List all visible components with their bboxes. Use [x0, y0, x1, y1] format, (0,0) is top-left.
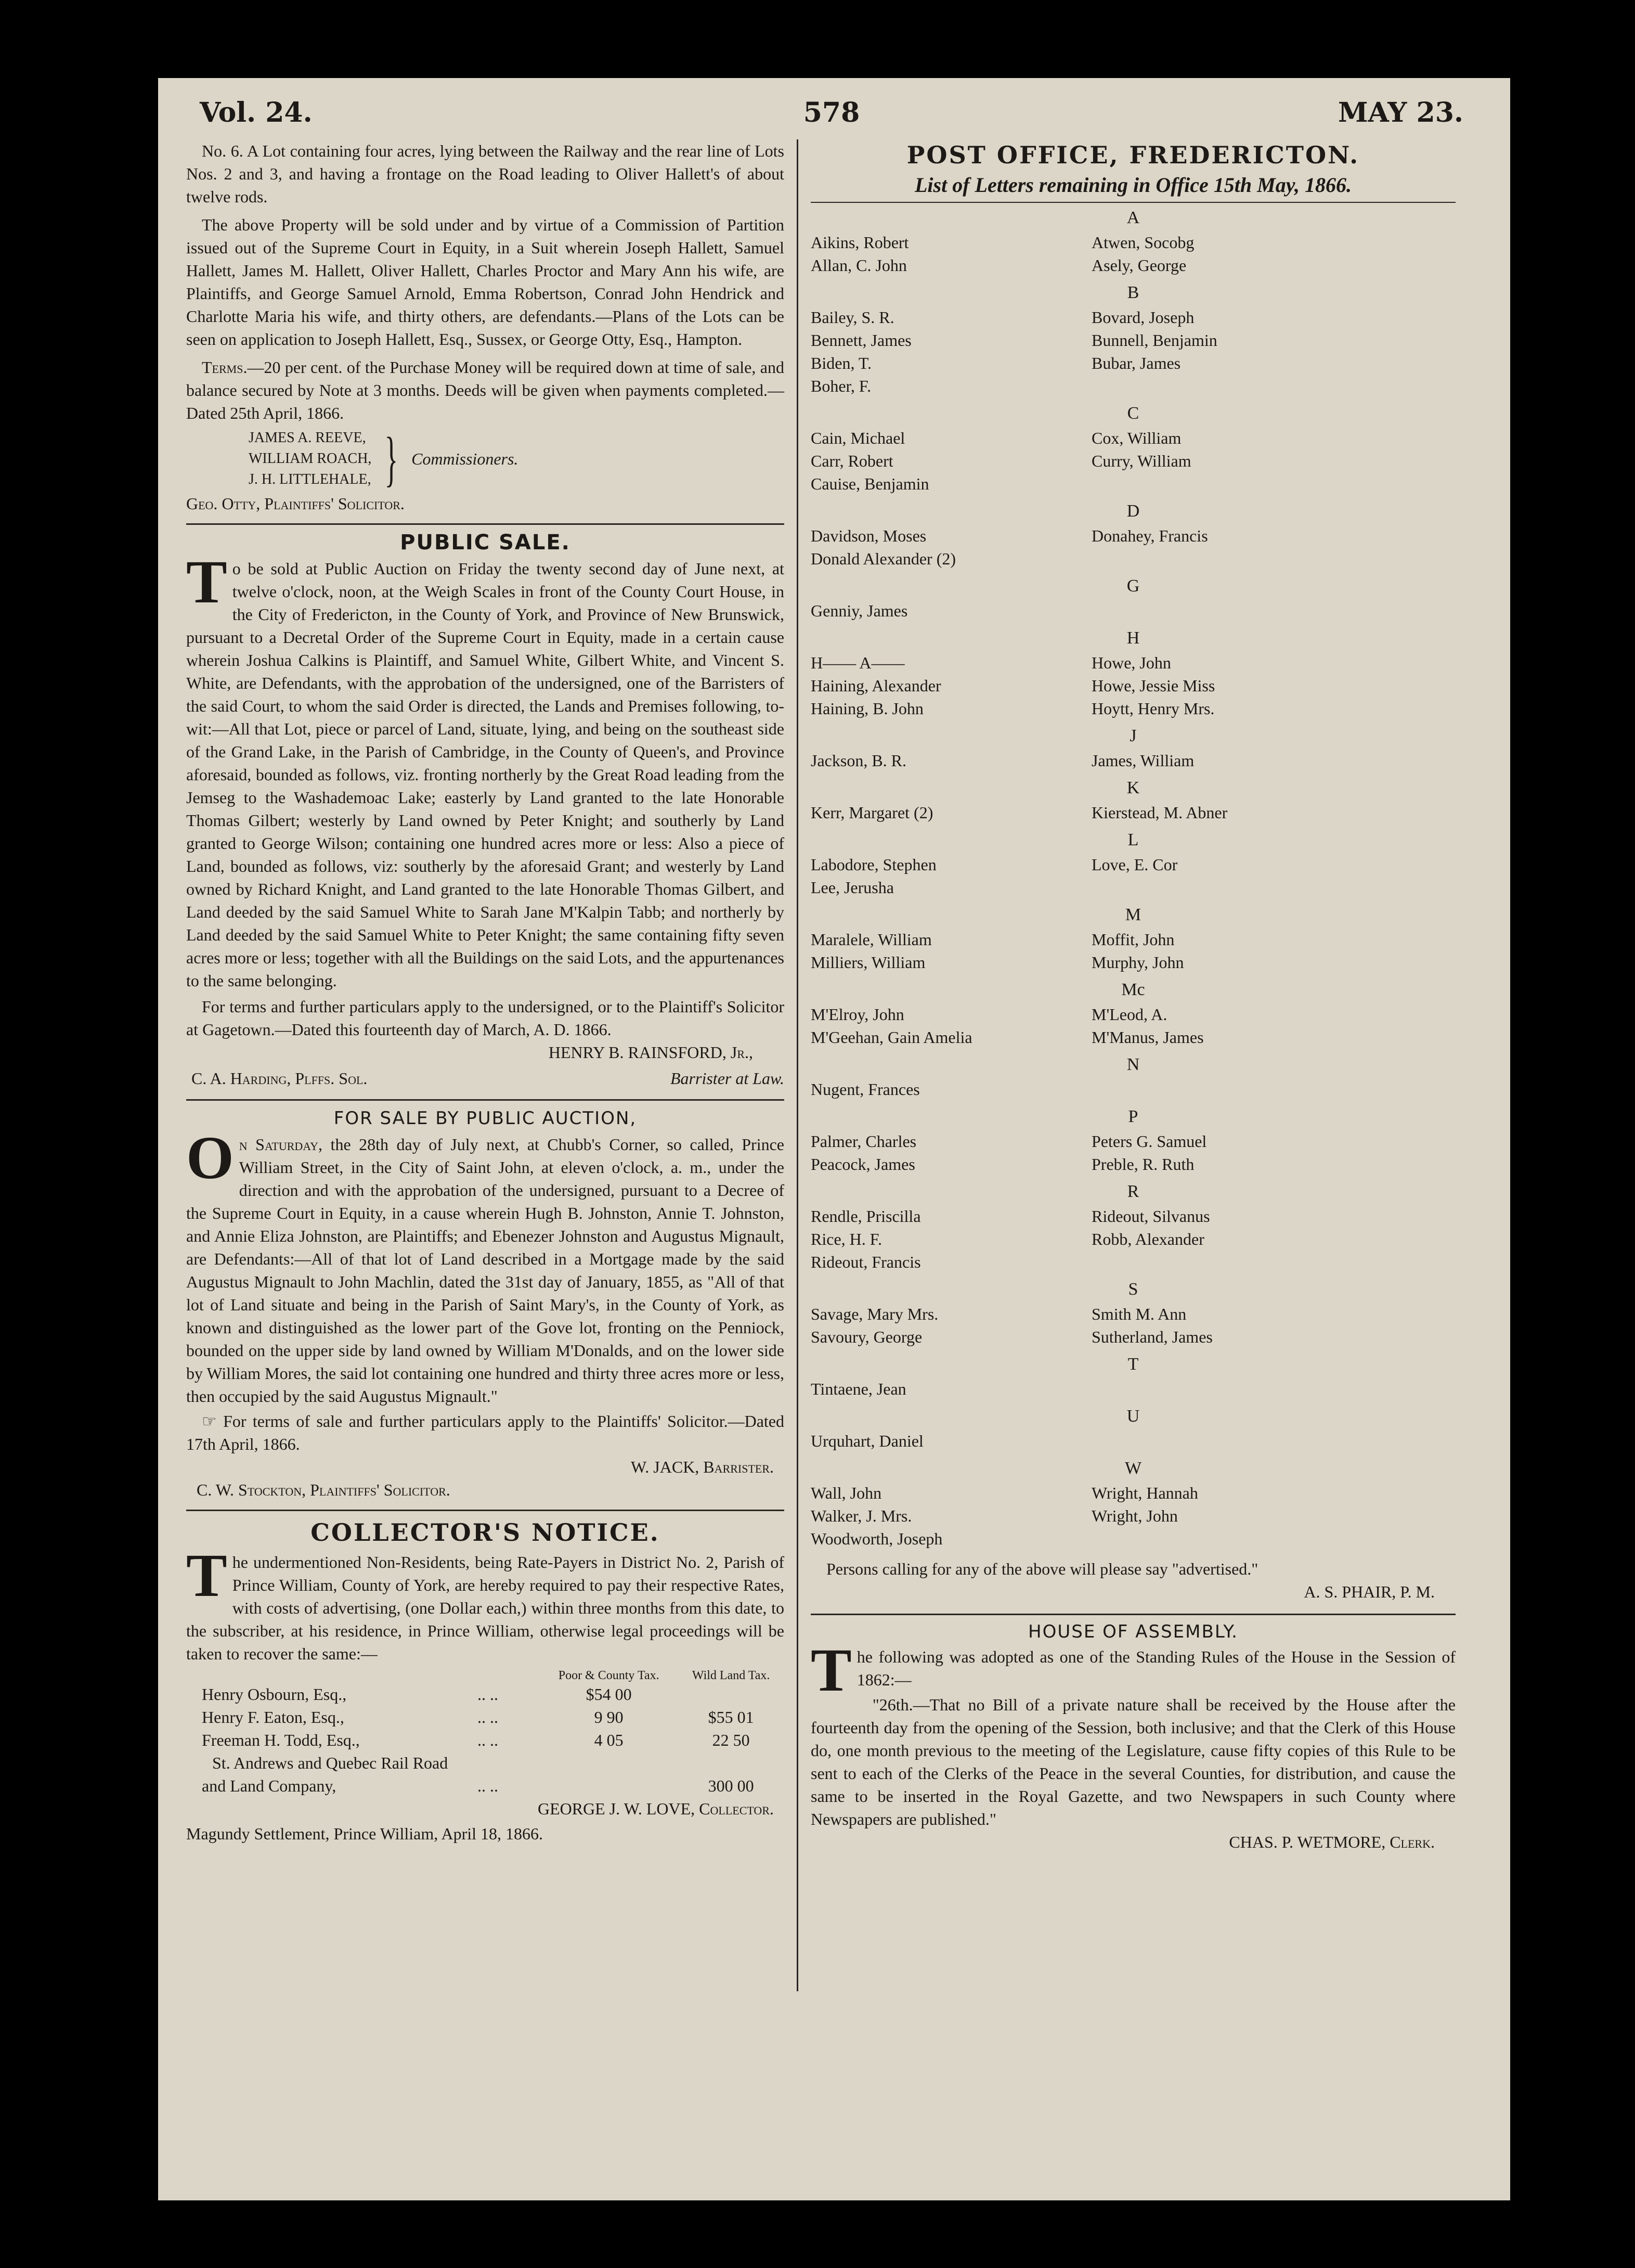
table-row: [186, 1751, 784, 1774]
list-row: [811, 801, 1456, 824]
letter-groups: [811, 205, 1456, 1550]
commissioner-names: [249, 428, 371, 490]
list-row: [811, 1251, 1456, 1273]
addressee-name: Love, E. Cor: [1092, 855, 1178, 874]
letter-group: [811, 625, 1456, 720]
addressee-name: Woodworth, Joseph: [811, 1529, 943, 1548]
letter-group: [811, 280, 1456, 397]
table-row: [186, 1706, 784, 1729]
commissioners-label: Commissioners.: [411, 449, 518, 468]
collector-title: COLLECTOR'S NOTICE.: [310, 1518, 660, 1547]
addressee-name: Cauise, Benjamin: [811, 474, 929, 493]
addressee-name: Bubar, James: [1092, 354, 1181, 372]
column-header: Wild Land Tax.: [692, 1669, 770, 1682]
addressee-name: Kierstead, M. Abner: [1092, 803, 1228, 822]
addressee-name: Urquhart, Daniel: [811, 1432, 924, 1450]
wild-land-tax: $55 01: [708, 1708, 754, 1726]
divider: [186, 523, 784, 525]
column-header: Poor & County Tax.: [558, 1669, 659, 1682]
drop-cap: T: [186, 1541, 227, 1609]
letter-heading: S: [1128, 1280, 1138, 1299]
letter-heading: T: [1127, 1355, 1139, 1374]
addressee-name: Bunnell, Benjamin: [1092, 331, 1217, 350]
list-row: [811, 697, 1456, 720]
public-sale-title: PUBLIC SALE.: [400, 531, 570, 555]
addressee-name: Wright, John: [1092, 1506, 1178, 1525]
divider: [811, 1614, 1456, 1615]
public-sale-notice: [186, 528, 784, 1090]
pointing-hand-icon: ☞: [202, 1412, 217, 1431]
poor-tax: 4 05: [594, 1731, 624, 1749]
addressee-name: [1092, 1377, 1456, 1400]
addressee-name: Labodore, Stephen: [811, 855, 937, 874]
letter-group: [811, 723, 1456, 772]
addressee-name: [1092, 876, 1456, 899]
addressee-name: Howe, Jessie Miss: [1092, 676, 1215, 695]
auction-terms-text: For terms of sale and further particulars apply to the Plaintiffs' Solicitor.—Dated 17th April, 1866.: [186, 1412, 785, 1453]
terms-label: Terms.: [202, 358, 248, 377]
assembly-intro-text: he following was adopted as one of the Standing Rules of the House in the Session of 1862:—: [857, 1647, 1456, 1689]
post-office-subtitle: List of Letters remaining in Office 15th May, 1866.: [915, 173, 1352, 197]
assembly-signer: CHAS. P. WETMORE, Clerk.: [1229, 1833, 1435, 1851]
list-row: [811, 352, 1456, 375]
addressee-name: Bovard, Joseph: [1092, 308, 1195, 327]
addressee-name: Wall, John: [811, 1484, 882, 1502]
drop-cap: O: [186, 1124, 234, 1192]
addressee-name: Lee, Jerusha: [811, 878, 894, 897]
lot-notice: [186, 139, 784, 515]
gazette-page: [158, 78, 1510, 2200]
addressee-name: Atwen, Socobg: [1092, 233, 1195, 252]
auction-lead: n Saturday,: [239, 1135, 323, 1154]
list-row: [811, 951, 1456, 974]
addressee-name: Asely, George: [1092, 256, 1187, 275]
addressee-name: Sutherland, James: [1092, 1328, 1213, 1346]
list-row: [811, 1481, 1456, 1504]
list-row: [811, 1527, 1456, 1550]
auction-body: [186, 1124, 784, 1408]
addressee-name: James, William: [1092, 751, 1195, 770]
table-row: [186, 1729, 784, 1751]
addressee-name: [1092, 1429, 1456, 1452]
list-row: [811, 375, 1456, 397]
letter-heading: L: [1127, 830, 1139, 849]
commissioner-name: JAMES A. REEVE,: [249, 430, 366, 446]
letter-heading: N: [1126, 1055, 1140, 1074]
addressee-name: Bailey, S. R.: [811, 308, 894, 327]
list-row: [811, 524, 1456, 547]
addressee-name: Kerr, Margaret (2): [811, 803, 933, 822]
collector-place-date: Magundy Settlement, Prince William, April 18, 1866.: [186, 1824, 543, 1843]
public-sale-text: o be sold at Public Auction on Friday the twenty second day of June next, at twelve o'clock, noon, at the Weigh Scales in front of the County Court House, in the City of Fredericton, in the County of York, and Province of New Brunswick, pursuant to a Decretal Order of the Supreme Court in Equity, made in a certain cause wherein Joshua Calkins is Plaintiff, and Samuel White, Gilbert White, and Vincent S. White, are Defendants, with the approbation of the undersigned, one of the Barristers of the said Court, to whom the said Order is directed, the Lands and Premises following, to-wit:—All that Lot, piece or parcel of Land, situate, lying, and being on the southeast side of the Grand Lake, in the Parish of Cambridge, in the County of Queen's, and Province aforesaid, bounded as follows, viz. fronting northerly by the Great Road leading from the Jemseg to the Washademoac Lake; easterly by Land granted to the late Honorable Thomas Gilbert; westerly by Land owned by Peter Knight; and southerly by Land granted to George Wilson; containing one hundred acres more or less: Also a piece of Land, bounded as follows, viz: southerly by the aforesaid Grant; and westerly by Land owned by Richard Knight, and Land granted to the late Honorable Thomas Gilbert, and Land deeded by the said Samuel White to Sarah Jane M'Kalpin Tabb; and northerly by Land deeded by the said Samuel White to Peter Knight; the same containing fifty seven acres more or less; together with all the Buildings on the said Lots, and the appurtenances to the same belonging.: [186, 559, 784, 990]
list-row: [811, 1078, 1456, 1101]
letter-group: [811, 1351, 1456, 1400]
addressee-name: Palmer, Charles: [811, 1132, 917, 1151]
list-row: [811, 1325, 1456, 1348]
commissioner-name: J. H. LITTLEHALE,: [249, 471, 371, 487]
running-header: [200, 97, 1463, 144]
wild-land-tax: [678, 1751, 784, 1774]
taxpayer-name: St. Andrews and Quebec Rail Road: [212, 1754, 448, 1772]
column-rule: [797, 139, 798, 1991]
list-row: [811, 306, 1456, 329]
letter-heading: Mc: [1121, 980, 1145, 999]
addressee-name: Haining, B. John: [811, 699, 924, 718]
table-row: [186, 1683, 784, 1706]
auction-terms: [186, 1410, 784, 1455]
volume-number: Vol. 24.: [200, 97, 313, 128]
letter-group: [811, 498, 1456, 570]
letter-group: [811, 1179, 1456, 1273]
drop-cap: T: [186, 548, 227, 616]
post-office-list: [811, 139, 1456, 1603]
divider: [811, 202, 1456, 203]
table-row: [186, 1774, 784, 1797]
wild-land-tax: 22 50: [712, 1731, 750, 1749]
commissioners-block: [249, 424, 784, 493]
list-row: [811, 876, 1456, 899]
addressee-name: Boher, F.: [811, 377, 872, 395]
list-row: [811, 1130, 1456, 1153]
list-row: [811, 853, 1456, 876]
collector-body: [186, 1541, 784, 1665]
wild-land-tax: [678, 1683, 784, 1706]
public-sale-footer: [186, 1067, 784, 1090]
addressee-name: Walker, J. Mrs.: [811, 1506, 912, 1525]
addressee-name: Aikins, Robert: [811, 233, 909, 252]
addressee-name: Moffit, John: [1092, 930, 1175, 949]
letter-group: [811, 573, 1456, 622]
letter-heading: J: [1130, 726, 1137, 745]
list-row: [811, 547, 1456, 570]
list-row: [811, 449, 1456, 472]
letter-heading: C: [1127, 404, 1139, 423]
addressee-name: Murphy, John: [1092, 953, 1184, 972]
public-sale-terms: For terms and further particulars apply to the undersigned, or to the Plaintiff's Solicitor at Gagetown.—Dated this fourteenth day of March, A. D. 1866.: [186, 997, 784, 1039]
addressee-name: Genniy, James: [811, 601, 908, 620]
letter-group: [811, 401, 1456, 495]
addressee-name: M'Geehan, Gain Amelia: [811, 1028, 972, 1047]
letter-heading: G: [1126, 576, 1140, 596]
letter-heading: B: [1127, 283, 1139, 302]
list-row: [811, 1153, 1456, 1176]
divider: [186, 1510, 784, 1511]
letter-heading: D: [1126, 501, 1140, 521]
list-row: [811, 1504, 1456, 1527]
addressee-name: [1092, 1078, 1456, 1101]
taxpayer-name: Henry F. Eaton, Esq.,: [202, 1708, 344, 1726]
addressee-name: Hoytt, Henry Mrs.: [1092, 699, 1215, 718]
addressee-name: Rice, H. F.: [811, 1230, 882, 1248]
addressee-name: Peacock, James: [811, 1155, 915, 1174]
collector-text: he undermentioned Non-Residents, being Rate-Payers in District No. 2, Parish of Prince William, County of York, are hereby required to pay their respective Rates, with costs of advertising, (one Dollar each,) within three months from this date, to the subscriber, at his residence, in Prince William, otherwise legal proceedings will be taken to recover the same:—: [186, 1553, 784, 1663]
letter-heading: A: [1126, 208, 1140, 227]
partition-text: The above Property will be sold under and by virtue of a Commission of Partition issued out of the Supreme Court in Equity, in a Suit wherein Joseph Hallett, Samuel Hallett, James M. Hallett, Oliver Hallett, Charles Proctor and Mary Ann his wife, are Plaintiffs, and George Samuel Arnold, Emma Robertson, Conrad John Hendrick and Charlotte Maria his wife, and thirty others, are defendants.—Plans of the Lots can be seen on application to Joseph Hallett, Esq., Sussex, or George Otty, Esq., Hampton.: [186, 215, 784, 349]
poor-tax: [540, 1774, 678, 1797]
assembly-notice: [811, 1618, 1456, 1853]
list-row: [811, 651, 1456, 674]
addressee-name: [1092, 472, 1456, 495]
public-sale-body: [186, 548, 784, 992]
taxpayer-name: Freeman H. Todd, Esq.,: [202, 1731, 360, 1749]
addressee-name: H—— A——: [811, 653, 905, 672]
leader-dots: .. ..: [477, 1776, 498, 1795]
list-row: [811, 1429, 1456, 1452]
auction-title: FOR SALE BY PUBLIC AUCTION,: [333, 1108, 637, 1129]
list-row: [811, 1026, 1456, 1049]
page-number: 578: [803, 97, 860, 128]
addressee-name: Jackson, B. R.: [811, 751, 906, 770]
list-row: [811, 1228, 1456, 1251]
list-row: [811, 674, 1456, 697]
letter-heading: P: [1128, 1107, 1138, 1126]
list-row: [811, 1377, 1456, 1400]
leader-dots: .. ..: [477, 1685, 498, 1704]
addressee-name: Milliers, William: [811, 953, 926, 972]
public-sale-signer: HENRY B. RAINSFORD, Jr.,: [548, 1043, 753, 1062]
taxpayer-name: and Land Company,: [202, 1776, 336, 1795]
letter-heading: U: [1126, 1407, 1140, 1426]
addressee-name: M'Leod, A.: [1092, 1005, 1167, 1024]
addressee-name: Donald Alexander (2): [811, 549, 956, 568]
terms-text: [186, 356, 784, 424]
leader-dots: .. ..: [477, 1731, 498, 1749]
letter-group: [811, 1455, 1456, 1550]
letter-group: [811, 902, 1456, 974]
lot-6-text: No. 6. A Lot containing four acres, lying between the Railway and the rear line of Lots Nos. 2 and 3, and having a frontage on the Road leading to Oliver Hallett's of about twelve rods.: [186, 141, 784, 206]
addressee-name: Allan, C. John: [811, 256, 907, 275]
list-row: [811, 1003, 1456, 1026]
addressee-name: Savage, Mary Mrs.: [811, 1305, 939, 1323]
addressee-name: Rideout, Francis: [811, 1253, 921, 1271]
post-office-signer: A. S. PHAIR, P. M.: [1304, 1582, 1435, 1601]
letter-heading: H: [1126, 628, 1140, 648]
letter-group: [811, 1104, 1456, 1176]
list-row: [811, 1303, 1456, 1325]
addressee-name: [1092, 375, 1456, 397]
wild-land-tax: 300 00: [708, 1776, 754, 1795]
letter-group: [811, 1052, 1456, 1101]
letter-group: [811, 775, 1456, 824]
post-office-note: Persons calling for any of the above will please say "advertised.": [826, 1560, 1258, 1578]
list-row: [811, 231, 1456, 254]
letter-heading: R: [1127, 1182, 1139, 1201]
letter-group: [811, 977, 1456, 1049]
addressee-name: Curry, William: [1092, 452, 1191, 470]
list-row: [811, 427, 1456, 449]
letter-heading: K: [1126, 778, 1140, 797]
addressee-name: Preble, R. Ruth: [1092, 1155, 1195, 1174]
divider: [186, 1099, 784, 1101]
addressee-name: Robb, Alexander: [1092, 1230, 1204, 1248]
addressee-name: Savoury, George: [811, 1328, 923, 1346]
letter-heading: M: [1125, 905, 1141, 924]
addressee-name: Maralele, William: [811, 930, 932, 949]
addressee-name: Carr, Robert: [811, 452, 893, 470]
list-row: [811, 472, 1456, 495]
letter-group: [811, 1403, 1456, 1452]
auction-signer: W. JACK, Barrister.: [631, 1458, 774, 1476]
collector-signer: GEORGE J. W. LOVE, Collector.: [537, 1799, 774, 1818]
addressee-name: [1092, 1251, 1456, 1273]
auction-text: the 28th day of July next, at Chubb's Corner, so called, Prince William Street, in the City of Saint John, at eleven o'clock, a. m., under the direction and with the approbation of the undersigned, pursuant to a Decree of the Supreme Court in Equity, in a cause wherein Hugh B. Johnston, Annie T. Johnston, and Annie Eliza Johnston, are Plaintiffs; and Ebenezer Johnston and Augustus Mignault, are Defendants:—All of that lot of Land described in a Mortgage made by the said Augustus Mignault to John Machlin, dated the 31st day of January, 1855, as "All of that lot of Land situate and being in the Parish of Saint Mary's, in the County of York, as known and distinguished as the lower part of the Gove lot, fronting on the Penniock, bounded on the upper side by land owned by William M'Donalds, and on the lower side by William Mores, the said lot containing one hundred and thirty three acres more or less, then occupied by the said Augustus Mignault.": [186, 1135, 784, 1406]
addressee-name: Haining, Alexander: [811, 676, 941, 695]
addressee-name: Donahey, Francis: [1092, 526, 1208, 545]
addressee-name: M'Elroy, John: [811, 1005, 904, 1024]
brace-symbol: }: [384, 424, 398, 493]
list-row: [811, 329, 1456, 352]
table-header: [186, 1668, 784, 1683]
letter-group: [811, 1277, 1456, 1348]
addressee-name: Nugent, Frances: [811, 1080, 920, 1099]
issue-date: MAY 23.: [1338, 97, 1463, 128]
addressee-name: Howe, John: [1092, 653, 1171, 672]
assembly-rule: "26th.—That no Bill of a private nature shall be received by the House after the fourteenth day from the opening of the Session, both inclusive; and that the Clerk of this House do, one month previous to the meeting of the Legislature, cause fifty copies of this Rule to be sent to each of the Clerks of the Peace in the several Counties, for distribution, and cause the same to be inserted in the Royal Gazette, and two Newspapers in such County where Newspapers are published.": [811, 1695, 1456, 1828]
letter-group: [811, 205, 1456, 277]
addressee-name: Biden, T.: [811, 354, 872, 372]
addressee-name: Tintaene, Jean: [811, 1380, 906, 1398]
taxpayer-name: Henry Osbourn, Esq.,: [202, 1685, 347, 1704]
addressee-name: Wright, Hannah: [1092, 1484, 1198, 1502]
leader-dots: .. ..: [477, 1708, 498, 1726]
drop-cap: T: [811, 1636, 852, 1704]
tax-table: [186, 1668, 784, 1797]
list-row: [811, 1205, 1456, 1228]
addressee-name: [1092, 1527, 1456, 1550]
plaintiff-solicitor: C. A. Harding, Plffs. Sol.: [191, 1069, 368, 1088]
barrister-label: Barrister at Law.: [670, 1069, 784, 1088]
assembly-intro: [811, 1636, 1456, 1704]
assembly-title: HOUSE OF ASSEMBLY.: [1028, 1621, 1238, 1642]
addressee-name: Rideout, Silvanus: [1092, 1207, 1210, 1226]
list-row: [811, 749, 1456, 772]
addressee-name: Rendle, Priscilla: [811, 1207, 921, 1226]
poor-tax: $54 00: [586, 1685, 632, 1704]
solicitor-line: Geo. Otty, Plaintiffs' Solicitor.: [186, 494, 405, 513]
terms-body: —20 per cent. of the Purchase Money will be required down at time of sale, and balance secured by Note at 3 months. Deeds will be given when payments completed.—Dated 25th April, 1866.: [186, 358, 784, 422]
addressee-name: Davidson, Moses: [811, 526, 927, 545]
addressee-name: M'Manus, James: [1092, 1028, 1204, 1047]
post-office-title: POST OFFICE, FREDERICTON.: [906, 141, 1360, 169]
addressee-name: Cain, Michael: [811, 429, 905, 447]
poor-tax: 9 90: [594, 1708, 624, 1726]
addressee-name: Smith M. Ann: [1092, 1305, 1187, 1323]
poor-tax: [540, 1751, 678, 1774]
letter-heading: W: [1124, 1459, 1142, 1478]
right-column: [811, 139, 1456, 1853]
commissioner-name: WILLIAM ROACH,: [249, 450, 372, 467]
left-column: [186, 139, 784, 1845]
addressee-name: Peters G. Samuel: [1092, 1132, 1207, 1151]
addressee-name: Bennett, James: [811, 331, 912, 350]
list-row: [811, 254, 1456, 277]
auction-notice: [186, 1104, 784, 1501]
addressee-name: [1092, 599, 1456, 622]
addressee-name: Cox, William: [1092, 429, 1182, 447]
list-row: [811, 599, 1456, 622]
addressee-name: [1092, 547, 1456, 570]
auction-solicitor: C. W. Stockton, Plaintiffs' Solicitor.: [197, 1480, 450, 1499]
letter-group: [811, 827, 1456, 899]
collector-notice: [186, 1514, 784, 1845]
list-row: [811, 928, 1456, 951]
